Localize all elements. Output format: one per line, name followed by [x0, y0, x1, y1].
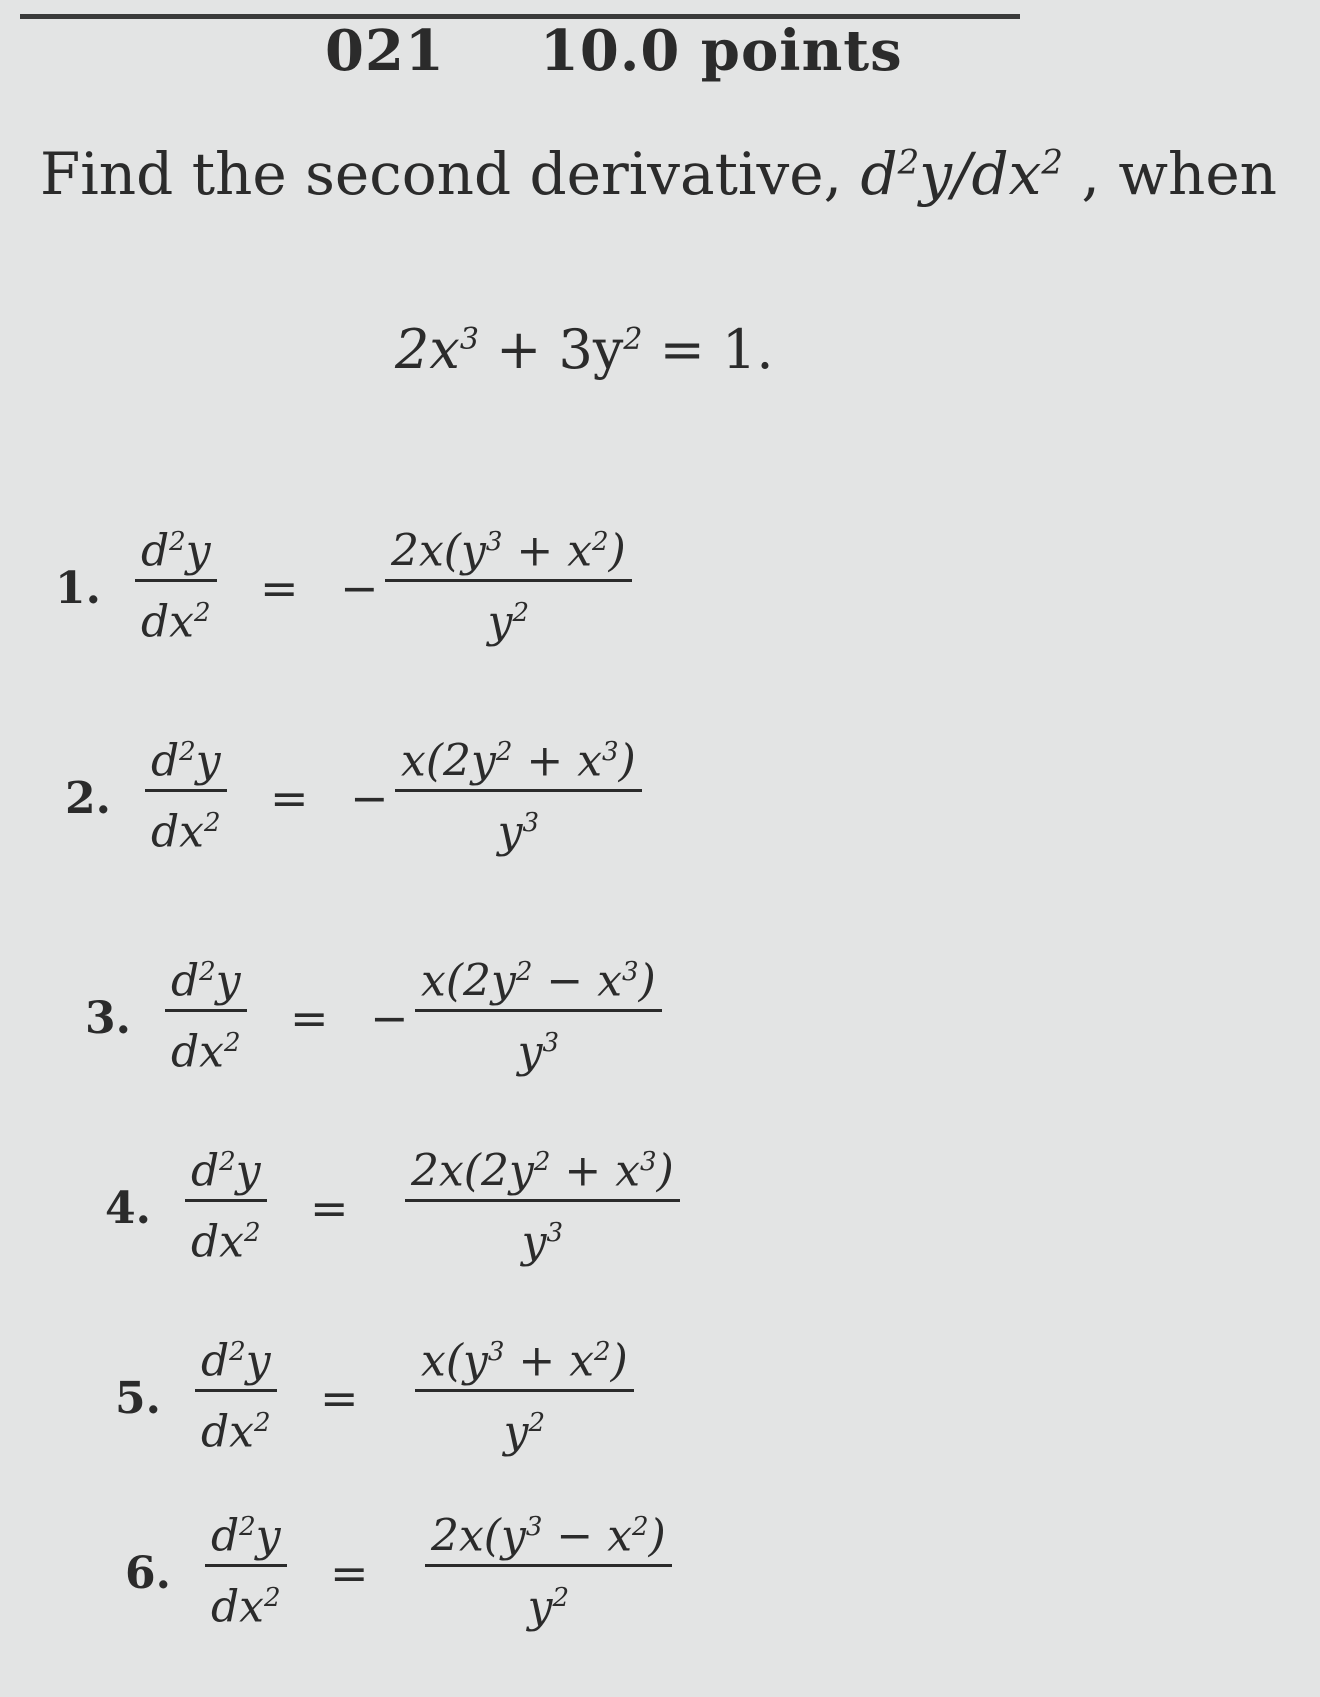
- rhs-denominator: [425, 1564, 672, 1635]
- rhs-num-exp: 2: [632, 1512, 649, 1542]
- lhs-fraction: [145, 725, 227, 859]
- lhs-dx-exp: 2: [204, 807, 221, 838]
- question-points: 10.0 points: [539, 18, 903, 84]
- rhs-num-end: ): [608, 525, 626, 577]
- lhs-denominator: [135, 579, 217, 650]
- lhs-numerator: [145, 725, 227, 789]
- prompt-tail: , when: [1063, 140, 1278, 208]
- eq-term-a: 2x: [395, 318, 460, 381]
- eq-term-a-exp: 3: [459, 322, 479, 357]
- lhs-dx: dx: [201, 1406, 254, 1458]
- rhs-num-exp: 2: [592, 527, 609, 557]
- prompt-expr-d: d: [860, 140, 898, 208]
- rhs-den-exp: 3: [522, 807, 540, 838]
- rhs-denominator: [385, 579, 632, 650]
- lhs-d-exp: 2: [239, 1512, 256, 1542]
- rhs-num-part: 2x(y: [431, 1510, 526, 1562]
- lhs-d-exp: 2: [169, 527, 186, 557]
- equals-sign: =: [260, 561, 299, 615]
- prompt-expr-exp2: 2: [1041, 142, 1064, 183]
- rhs-numerator: [415, 1325, 634, 1389]
- lhs-fraction: [165, 945, 247, 1079]
- rhs-num-exp: 2: [533, 1147, 551, 1177]
- rhs-den: y: [503, 1406, 529, 1458]
- answer-option[interactable]: [65, 725, 865, 875]
- lhs-y: y: [235, 1145, 261, 1197]
- rhs-numerator: [425, 1500, 672, 1564]
- rhs-num-exp: 2: [515, 957, 533, 987]
- rhs-num-part: x(y: [421, 1335, 488, 1387]
- rhs-denominator: [415, 1389, 634, 1460]
- lhs-fraction: [205, 1500, 287, 1634]
- rhs-denominator: [405, 1199, 680, 1270]
- lhs-d: d: [211, 1510, 240, 1562]
- lhs-y: y: [195, 735, 221, 787]
- rhs-num-exp: 3: [485, 527, 503, 557]
- question-number: 021: [325, 18, 445, 84]
- rhs-num-mid: − x: [542, 1510, 633, 1562]
- lhs-d-exp: 2: [199, 957, 216, 987]
- option-label: 4.: [105, 1183, 151, 1234]
- lhs-d-exp: 2: [179, 737, 196, 767]
- rhs-num-exp: 2: [594, 1337, 611, 1367]
- rhs-fraction: [415, 945, 662, 1079]
- question-prompt: [40, 140, 1277, 208]
- prompt-text: Find the second derivative,: [40, 140, 861, 208]
- lhs-dx: dx: [171, 1026, 224, 1078]
- rhs-num-end: ): [610, 1335, 628, 1387]
- lhs-dx: dx: [191, 1216, 244, 1268]
- rhs-den-exp: 2: [552, 1582, 570, 1613]
- lhs-numerator: [185, 1135, 267, 1199]
- lhs-fraction: [135, 515, 217, 649]
- rhs-num-exp: 2: [495, 737, 513, 767]
- lhs-y: y: [185, 525, 211, 577]
- lhs-numerator: [165, 945, 247, 1009]
- option-label: 1.: [55, 563, 101, 614]
- rhs-denominator: [415, 1009, 662, 1080]
- lhs-d: d: [191, 1145, 220, 1197]
- rhs-num-end: ): [638, 955, 656, 1007]
- answer-option[interactable]: [115, 1325, 915, 1475]
- rhs-numerator: [385, 515, 632, 579]
- lhs-dx: dx: [141, 596, 194, 648]
- rhs-numerator: [415, 945, 662, 1009]
- lhs-d: d: [201, 1335, 230, 1387]
- rhs-num-exp: 3: [622, 957, 639, 987]
- lhs-dx-exp: 2: [264, 1582, 281, 1613]
- lhs-denominator: [205, 1564, 287, 1635]
- equals-sign: =: [320, 1371, 359, 1425]
- rhs-num-end: ): [656, 1145, 674, 1197]
- rhs-num-part: x(2y: [401, 735, 496, 787]
- rhs-num-mid: − x: [532, 955, 623, 1007]
- lhs-d-exp: 2: [219, 1147, 236, 1177]
- lhs-fraction: [195, 1325, 277, 1459]
- rhs-den: y: [487, 596, 513, 648]
- option-label: 3.: [85, 993, 131, 1044]
- rhs-den: y: [517, 1026, 543, 1078]
- lhs-dx-exp: 2: [244, 1217, 261, 1248]
- equals-sign: =: [270, 771, 309, 825]
- eq-term-mid: + 3y: [478, 318, 624, 381]
- rhs-num-mid: + x: [512, 735, 603, 787]
- option-label: 2.: [65, 773, 111, 824]
- rhs-fraction: [425, 1500, 672, 1634]
- lhs-dx-exp: 2: [254, 1407, 271, 1438]
- rhs-num-mid: + x: [550, 1145, 641, 1197]
- lhs-y: y: [245, 1335, 271, 1387]
- lhs-dx: dx: [211, 1581, 264, 1633]
- rhs-num-exp: 3: [525, 1512, 543, 1542]
- lhs-d-exp: 2: [229, 1337, 246, 1367]
- rhs-numerator: [405, 1135, 680, 1199]
- lhs-y: y: [215, 955, 241, 1007]
- lhs-denominator: [165, 1009, 247, 1080]
- lhs-d: d: [141, 525, 170, 577]
- eq-term-b-exp: 2: [623, 322, 643, 357]
- rhs-den: y: [527, 1581, 553, 1633]
- rhs-num-mid: + x: [504, 1335, 595, 1387]
- rhs-num-part: x(2y: [421, 955, 516, 1007]
- rhs-fraction: [415, 1325, 634, 1459]
- rhs-num-exp: 3: [602, 737, 619, 767]
- rhs-num-part: 2x(y: [391, 525, 486, 577]
- lhs-dx: dx: [151, 806, 204, 858]
- answer-option[interactable]: [55, 515, 855, 665]
- rhs-num-exp: 3: [640, 1147, 657, 1177]
- answer-option[interactable]: [85, 945, 885, 1095]
- lhs-dx-exp: 2: [194, 597, 211, 628]
- answer-option[interactable]: [125, 1500, 925, 1650]
- rhs-num-mid: + x: [502, 525, 593, 577]
- lhs-y: y: [255, 1510, 281, 1562]
- rhs-numerator: [395, 725, 642, 789]
- rhs-num-end: ): [618, 735, 636, 787]
- lhs-denominator: [185, 1199, 267, 1270]
- rhs-den-exp: 3: [542, 1027, 560, 1058]
- rhs-fraction: [385, 515, 632, 649]
- lhs-d: d: [151, 735, 180, 787]
- rhs-fraction: [395, 725, 642, 859]
- lhs-fraction: [185, 1135, 267, 1269]
- rhs-den: y: [497, 806, 523, 858]
- lhs-denominator: [195, 1389, 277, 1460]
- minus-sign: −: [340, 561, 379, 615]
- eq-rhs: = 1.: [642, 318, 774, 381]
- rhs-den-exp: 2: [512, 597, 530, 628]
- rhs-den: y: [521, 1216, 547, 1268]
- lhs-numerator: [205, 1500, 287, 1564]
- rhs-fraction: [405, 1135, 680, 1269]
- lhs-dx-exp: 2: [224, 1027, 241, 1058]
- lhs-numerator: [135, 515, 217, 579]
- option-label: 6.: [125, 1548, 171, 1599]
- rhs-num-end: ): [648, 1510, 666, 1562]
- option-label: 5.: [115, 1373, 161, 1424]
- prompt-expr-y: y/dx: [919, 140, 1042, 208]
- rhs-num-part: 2x(2y: [411, 1145, 534, 1197]
- rhs-num-exp: 3: [487, 1337, 505, 1367]
- lhs-d: d: [171, 955, 200, 1007]
- rhs-denominator: [395, 789, 642, 860]
- rhs-den-exp: 2: [528, 1407, 546, 1438]
- prompt-expr-exp: 2: [897, 142, 920, 183]
- answer-option[interactable]: [105, 1135, 905, 1285]
- minus-sign: −: [350, 771, 389, 825]
- equals-sign: =: [290, 991, 329, 1045]
- question-header: [325, 18, 903, 84]
- rhs-den-exp: 3: [546, 1217, 564, 1248]
- lhs-numerator: [195, 1325, 277, 1389]
- given-equation: [395, 318, 774, 381]
- equals-sign: =: [330, 1546, 369, 1600]
- lhs-denominator: [145, 789, 227, 860]
- equals-sign: =: [310, 1181, 349, 1235]
- minus-sign: −: [370, 991, 409, 1045]
